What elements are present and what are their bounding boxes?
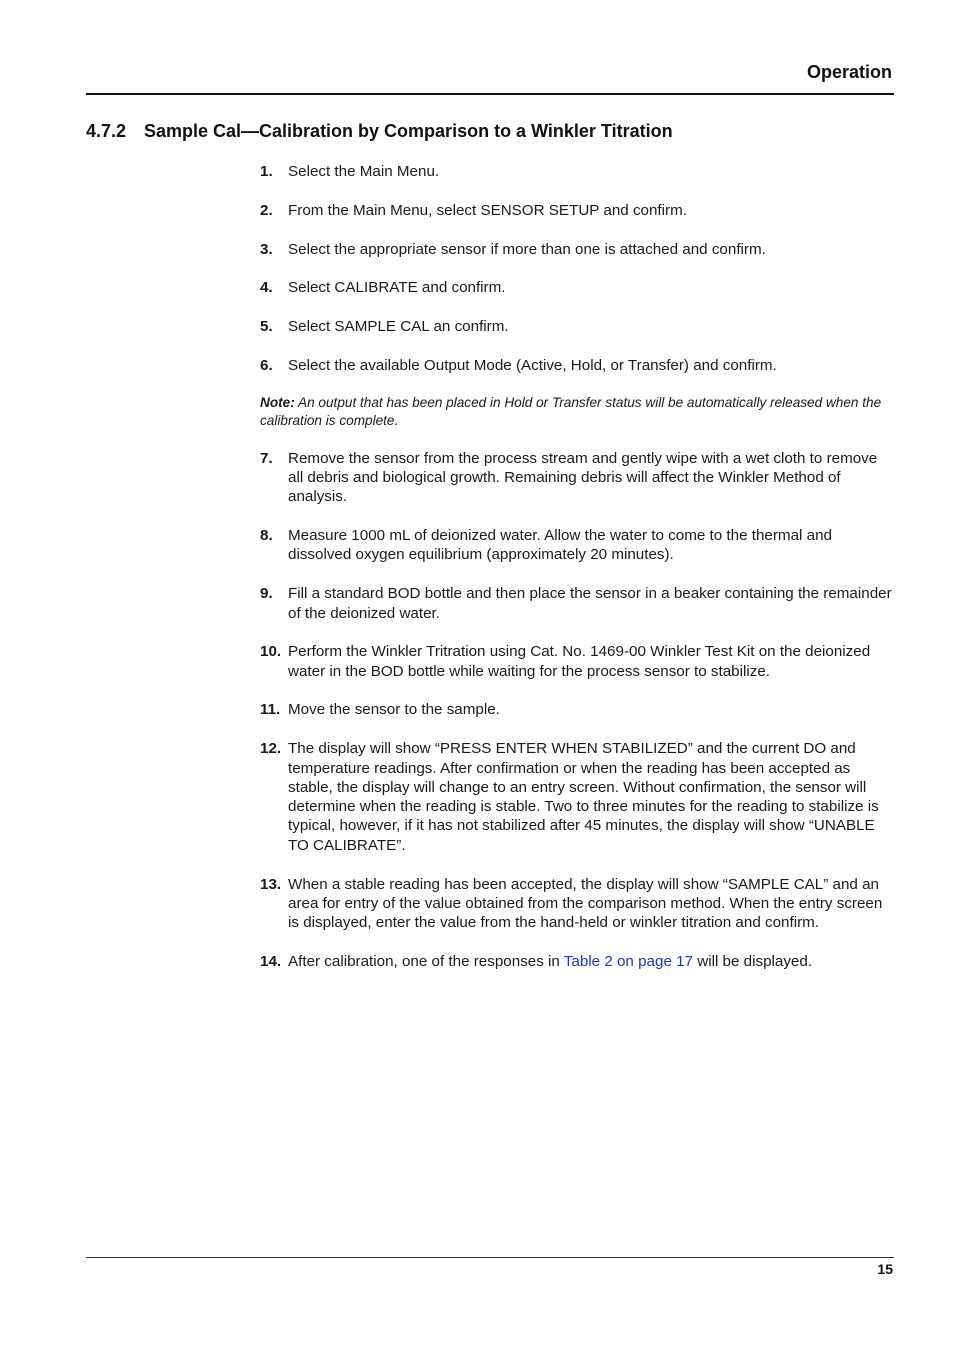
step-9 bbox=[260, 584, 896, 623]
step-text: Select CALIBRATE and confirm. bbox=[288, 279, 506, 297]
step-10 bbox=[260, 642, 896, 681]
step-number: 10. bbox=[260, 643, 282, 661]
note-text: An output that has been placed in Hold or Transfer status will be automatically released when the calibration is complete. bbox=[260, 394, 882, 428]
step-number: 8. bbox=[260, 527, 273, 545]
page-number: 15 bbox=[877, 1261, 893, 1277]
step-12 bbox=[260, 739, 896, 855]
step-text: Select SAMPLE CAL an confirm. bbox=[288, 318, 509, 336]
procedure-content bbox=[260, 162, 896, 991]
step-text: Perform the Winkler Tritration using Cat. No. 1469-00 Winkler Test Kit on the deionized water in the BOD bottle while waiting for the process sensor to stabilize. bbox=[288, 643, 871, 680]
step-text-after-link: will be displayed. bbox=[693, 952, 813, 970]
step-number: 12. bbox=[260, 740, 282, 758]
step-text: Move the sensor to the sample. bbox=[288, 701, 500, 719]
step-number: 2. bbox=[260, 201, 273, 219]
step-text: Fill a standard BOD bottle and then place the sensor in a beaker containing the remainder of the deionized water. bbox=[288, 585, 892, 622]
step-13 bbox=[260, 875, 896, 933]
step-number: 7. bbox=[260, 449, 273, 467]
step-text: From the Main Menu, select SENSOR SETUP and confirm. bbox=[288, 201, 687, 219]
step-text: Select the Main Menu. bbox=[288, 163, 440, 180]
step-number: 4. bbox=[260, 279, 273, 297]
steps-before-note bbox=[260, 162, 896, 375]
step-8 bbox=[260, 526, 896, 565]
step-4 bbox=[260, 278, 896, 297]
section-heading bbox=[86, 121, 673, 142]
step-text: Select the available Output Mode (Active, Hold, or Transfer) and confirm. bbox=[288, 356, 777, 374]
note bbox=[260, 394, 896, 430]
steps-after-note bbox=[260, 449, 896, 971]
step-text: Select the appropriate sensor if more than one is attached and confirm. bbox=[288, 240, 766, 258]
step-number: 6. bbox=[260, 356, 273, 374]
section-number: 4.7.2 bbox=[86, 121, 127, 141]
step-number: 5. bbox=[260, 318, 273, 336]
step-number: 14. bbox=[260, 952, 282, 970]
step-2 bbox=[260, 201, 896, 220]
step-6 bbox=[260, 356, 896, 375]
step-number: 13. bbox=[260, 875, 282, 893]
step-text: When a stable reading has been accepted, the display will show “SAMPLE CAL” and an area for entry of the value obtained from the comparison method. When the entry screen is displayed, enter the value from the hand-held or winkler titration and confirm. bbox=[288, 875, 883, 932]
step-text: Measure 1000 mL of deionized water. Allow the water to come to the thermal and dissolved oxygen equilibrium (approximately 20 minutes). bbox=[288, 527, 832, 564]
step-number: 9. bbox=[260, 585, 273, 603]
step-11 bbox=[260, 700, 896, 719]
step-text-before-link: After calibration, one of the responses in bbox=[288, 952, 564, 970]
table-2-link[interactable]: Table 2 on page 17 bbox=[563, 952, 694, 970]
step-text: The display will show “PRESS ENTER WHEN STABILIZED” and the current DO and temperature readings. After confirmation or when the reading has been accepted as stable, the display will change to an entry screen. Without confirmation, the sensor will determine when the reading is stable. Two to three minutes for the reading to stabilize is typical, however, if it has not stabilized after 45 minutes, the display will show “UNABLE TO CALIBRATE”. bbox=[288, 740, 879, 854]
step-7 bbox=[260, 449, 896, 507]
section-title: Sample Cal—Calibration by Comparison to a Winkler Titration bbox=[144, 121, 673, 141]
running-head: Operation bbox=[806, 62, 892, 82]
step-number: 11. bbox=[260, 701, 281, 719]
step-number: 3. bbox=[260, 240, 273, 258]
header-rule bbox=[86, 93, 894, 95]
step-text: Remove the sensor from the process stream and gently wipe with a wet cloth to remove all debris and biological growth. Remaining debris will affect the Winkler Method of analysis. bbox=[288, 449, 878, 506]
step-3 bbox=[260, 240, 896, 259]
footer-rule bbox=[86, 1257, 894, 1258]
step-14 bbox=[260, 952, 896, 971]
step-number: 1. bbox=[260, 163, 273, 180]
step-1 bbox=[260, 162, 896, 181]
note-label: Note: bbox=[260, 394, 295, 410]
step-5 bbox=[260, 317, 896, 336]
